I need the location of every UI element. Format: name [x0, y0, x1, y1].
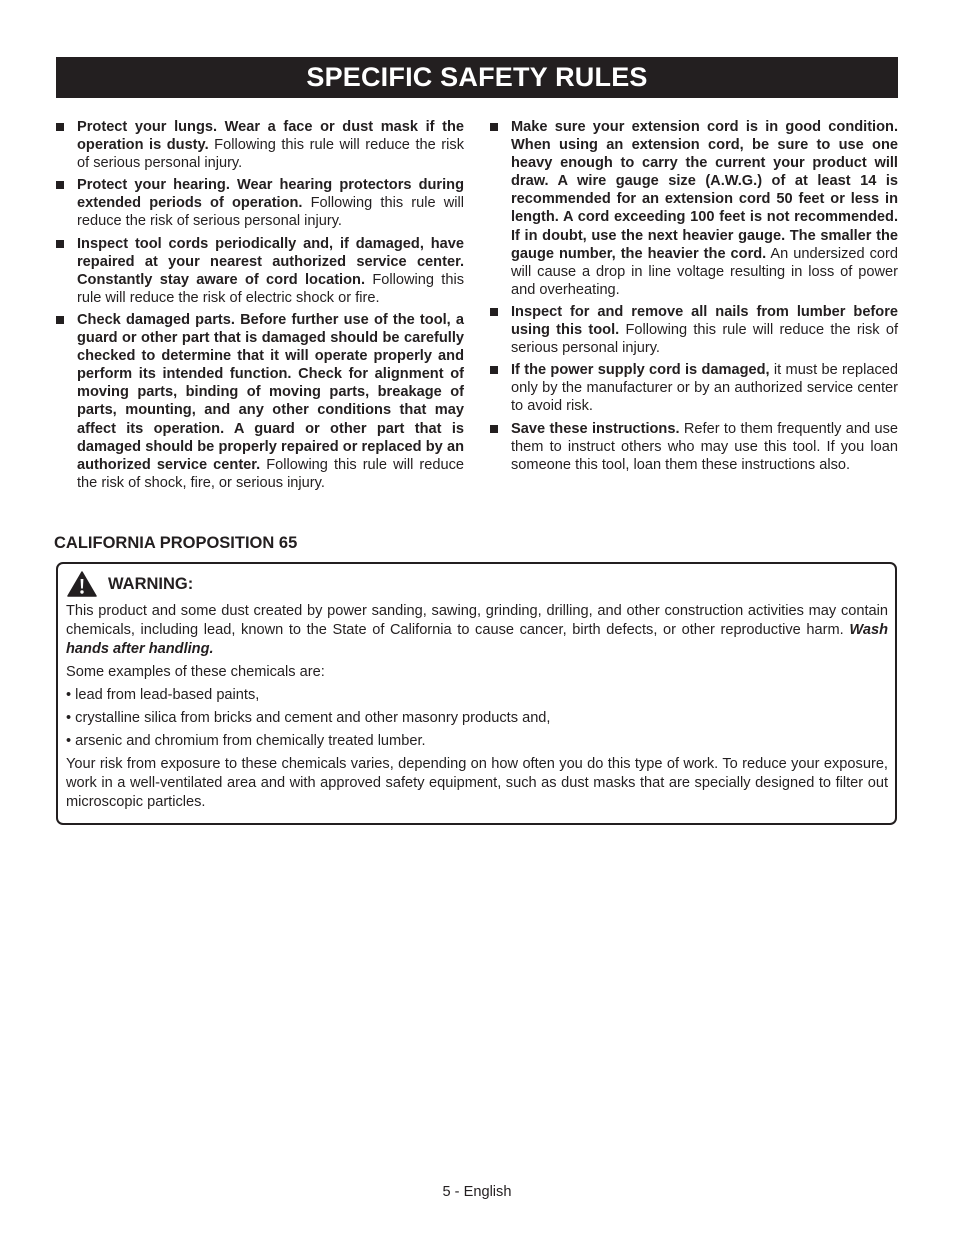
rule-item — [490, 303, 898, 357]
warning-header — [67, 571, 193, 597]
rule-text: Refer to them frequently and use them to instruct others who may use this tool. If you loan someone this tool, loan them these instructions also. — [511, 420, 898, 473]
rule-bold-text: Check damaged parts. Before further use of the tool, a guard or other part that is damaged should be carefully checked to determine that it will operate properly and perform its intended function. Check for alignment of moving parts, binding of moving parts, breakage of parts, mounting, and any other conditions that may affect its operation. A guard or other part that is damaged should be properly repaired or replaced by an authorized service center. — [77, 311, 464, 473]
warning-paragraph: Your risk from exposure to these chemicals varies, depending on how often you do this type of work. To reduce your exposure, work in a well-ventilated area and with approved safety equipment, such as dust masks that are specially designed to filter out microscopic particles. — [66, 756, 888, 810]
warning-box — [56, 562, 897, 825]
rule-text: Following this rule will reduce the risk of serious personal injury. — [511, 322, 898, 357]
bullet-square-icon — [490, 366, 498, 374]
rule-text: Following this rule will reduce the risk of electric shock or fire. — [77, 271, 464, 306]
rule-item — [56, 118, 464, 172]
rule-text: Following this rule will reduce the risk of shock, fire, or serious injury. — [77, 456, 464, 491]
rule-text: Following this rule will reduce the risk of serious personal injury. — [77, 195, 464, 230]
rule-bold-text: Protect your hearing. Wear hearing protectors during extended periods of operation. — [77, 177, 464, 212]
rule-bold-text: Inspect for and remove all nails from lumber before using this tool. — [511, 303, 898, 339]
rule-bold-text: Protect your lungs. Wear a face or dust mask if the operation is dusty. — [77, 119, 464, 154]
prop65-heading: CALIFORNIA PROPOSITION 65 — [54, 534, 298, 552]
bullet-square-icon — [56, 316, 64, 324]
rule-item — [56, 235, 464, 307]
chemical-bullet: • crystalline silica from bricks and cement and other masonry products and, — [66, 710, 551, 726]
page-title: SPECIFIC SAFETY RULES — [56, 57, 898, 98]
rule-item — [490, 361, 898, 415]
rule-item — [490, 118, 898, 299]
rule-bold-text: Save these instructions. — [511, 420, 680, 437]
rule-item — [56, 311, 464, 492]
rule-bold-text: Inspect tool cords periodically and, if damaged, have repaired at your nearest authorized service center. Constantly stay aware of cord location. — [77, 235, 464, 288]
warning-paragraph-text: This product and some dust created by power sanding, sawing, grinding, drilling, and other construction activities may contain chemicals, including lead, known to the State of California to cause cancer, birth defects, or other reproductive harm. — [66, 603, 888, 638]
rule-text: it must be replaced only by the manufacturer or by an authorized service center to avoid risk. — [511, 362, 898, 415]
chemical-bullet: • lead from lead-based paints, — [66, 687, 260, 703]
bullet-square-icon — [490, 308, 498, 316]
right-rules-column — [490, 118, 898, 478]
warning-body — [66, 602, 888, 816]
warning-emphasis: Wash hands after handling. — [66, 622, 888, 657]
bullet-square-icon — [56, 240, 64, 248]
bullet-square-icon — [490, 123, 498, 131]
bullet-square-icon — [490, 425, 498, 433]
rule-item — [56, 176, 464, 230]
warning-paragraph — [66, 602, 888, 659]
warning-paragraph: Some examples of these chemicals are: — [66, 664, 325, 680]
bullet-square-icon — [56, 181, 64, 189]
left-rules-column — [56, 118, 464, 496]
chemical-bullet: • arsenic and chromium from chemically treated lumber. — [66, 733, 426, 749]
warning-triangle-icon — [67, 571, 97, 597]
rule-text: Following this rule will reduce the risk of serious personal injury. — [77, 137, 464, 172]
rule-text: An undersized cord will cause a drop in line voltage resulting in loss of power and overheating. — [511, 245, 898, 298]
page-footer: 5 - English — [442, 1184, 512, 1200]
bullet-square-icon — [56, 123, 64, 131]
warning-label: WARNING: — [108, 574, 194, 593]
rule-bold-text: If the power supply cord is damaged, — [511, 362, 770, 379]
rule-bold-text: Make sure your extension cord is in good condition. When using an extension cord, be sure to use one heavy enough to carry the current your product will draw. A wire gauge size (A.W.G.) of at least 14 is recommended for an extension cord 50 feet or less in length. A cord exceeding 100 feet is not recommended. If in doubt, use the next heavier gauge. The smaller the gauge number, the heavier the cord. — [511, 119, 898, 262]
rule-item — [490, 420, 898, 474]
